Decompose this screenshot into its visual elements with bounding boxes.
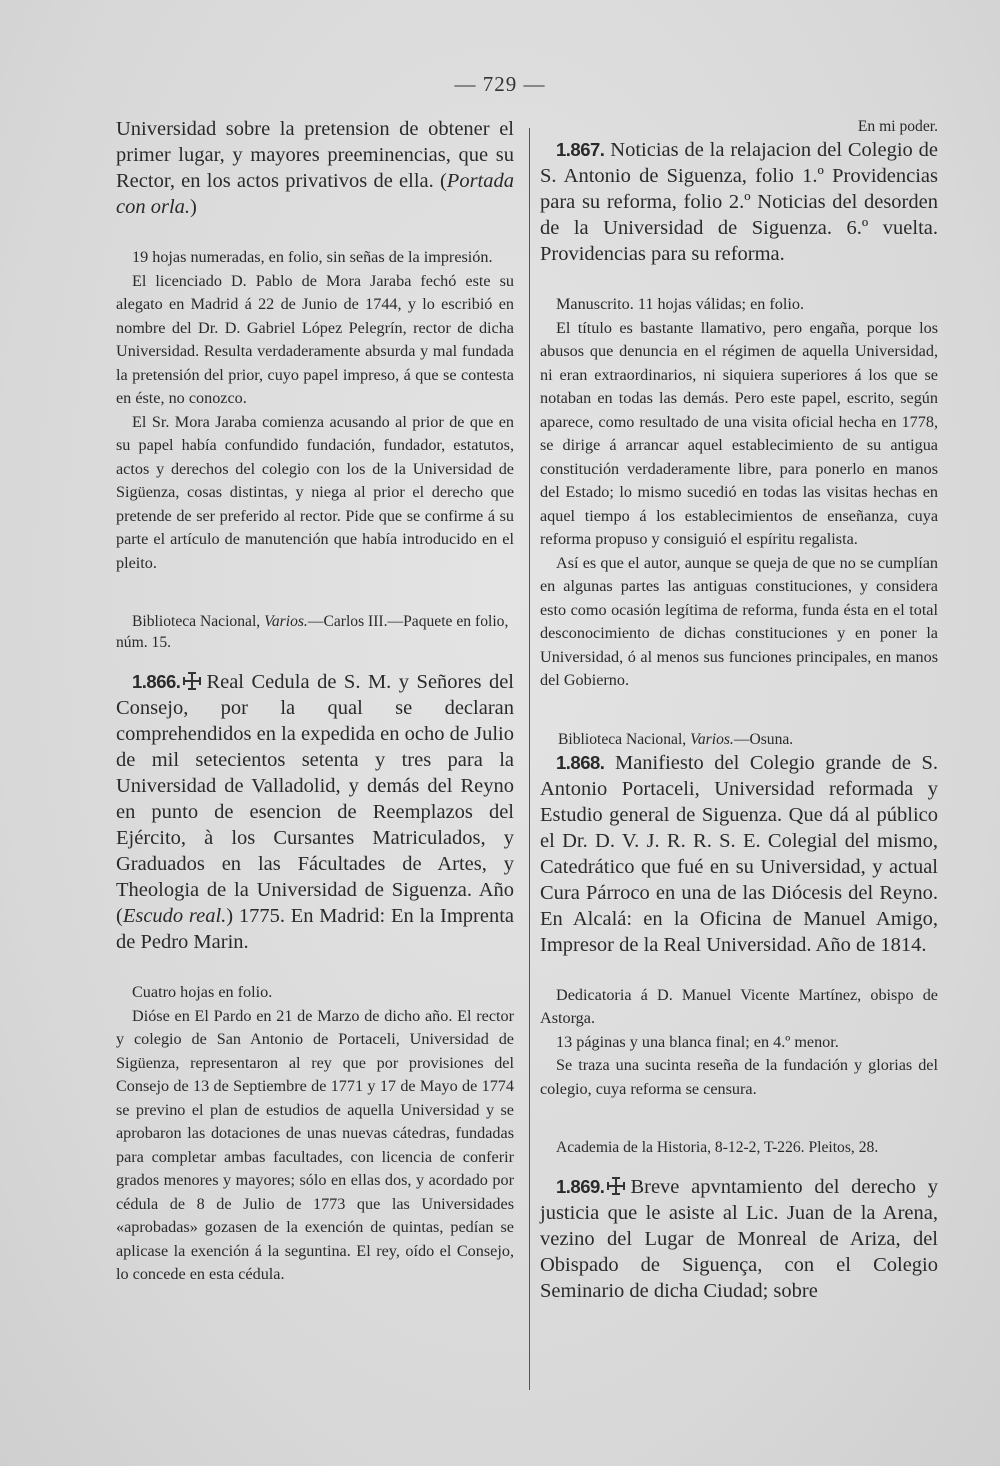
entry-1867-text: Noticias de la relajacion del Colegio de S. Antonio de Siguenza, folio 1.º Providencias para su reforma, folio 2.º Noticias del desorden de la Universidad de Siguenza. 6.º vuelta. Providencias para su reforma. bbox=[540, 139, 939, 265]
right-source-1-b: —Osuna. bbox=[733, 730, 794, 748]
entry-1866 bbox=[116, 669, 514, 955]
right-column bbox=[540, 116, 938, 1304]
right-source-2: Academia de la Historia, 8-12-2, T-226. Pleitos, 28. bbox=[556, 1139, 879, 1156]
right-paragraph-6: Se traza una sucinta reseña de la fundación y glorias del colegio, cuya reforma se censura. bbox=[540, 1056, 938, 1098]
left-source-1-italic: Varios. bbox=[264, 613, 308, 630]
left-paragraph-1: Universidad sobre la pretension de obtener el primer lugar, y mayores preeminencias, que su Rector, en los actos privativos de ella. (Portada con orla.) bbox=[116, 118, 514, 218]
maltese-cross-icon bbox=[182, 671, 202, 691]
entry-1868 bbox=[540, 750, 938, 958]
left-paragraph-2: 19 hojas numeradas, en folio, sin señas de la impresión. bbox=[132, 248, 493, 266]
entry-1867 bbox=[540, 137, 938, 267]
entry-1868-text: Manifiesto del Colegio grande de S. Antonio Portaceli, Universidad reformada y Estudio general de Siguenza. Que dá al público el Dr. D. V. J. R. R. S. E. Colegial del mismo, Catedrático que fué en su Universidad, y actual Cura Párroco en una de las Diócesis del Reyno. En Alcalá: en la Oficina de Manuel Amigo, Impresor de la Real Universidad. Año de 1814. bbox=[540, 751, 938, 956]
entry-number-1869: 1.869. bbox=[556, 1176, 605, 1197]
right-paragraph-3: Así es que el autor, aunque se queja de que no se cumplían en algunas partes las antiguas constituciones, y considera esto como ocasión legítima de reforma, funda ésta en el total desconocimiento de dichas constituciones y en poner la Universidad, ó al menos sus funciones principales, en manos del Gobierno. bbox=[540, 553, 938, 689]
left-paragraph-5: Cuatro hojas en folio. bbox=[132, 983, 273, 1001]
left-column bbox=[116, 116, 514, 1287]
right-source-1-a: Biblioteca Nacional, bbox=[558, 730, 687, 748]
entry-number-1868: 1.868. bbox=[556, 751, 605, 773]
entry-1866-text-a: Real Cedula de S. M. y Señores del Consejo, por la qual se declaran comprehendidos en la expedida en ocho de Julio de mil setecientos setenta y tres para la Universidad de Valladolid, y demás del Reyno en punto de esencion de Reemplazos del Ejército, à los Cursantes Matriculados, y Graduados en las Fácultades de Artes, y Theologia de la Universidad de Siguenza. Año ( bbox=[116, 671, 514, 927]
entry-1866-text-b: ) 1775. En Madrid: En la Imprenta de Pedro Marin. bbox=[116, 905, 514, 953]
entry-number-1867: 1.867. bbox=[556, 139, 605, 160]
entry-number-1866: 1.866. bbox=[132, 671, 181, 692]
right-paragraph-2: El título es bastante llamativo, pero engaña, porque los abusos que denuncia en el régimen de aquella Universidad, ni eran extraordinarios, ni siquiera superiores á los que se notaban en todas las demás. Pero este papel, escrito, según aparece, como resultado de una visita oficial hecha en 1778, se dirige á arrancar aquel establecimiento de su antigua constitución verdaderamente libre, para ponerlo en manos del Estado; lo mismo sucedió en todas las visitas hechas en aquel tiempo á los establecimientos de enseñanza, cuya reforma propuso y consiguió el espíritu regalista. bbox=[540, 318, 938, 548]
right-source-1-italic: Varios. bbox=[690, 730, 734, 748]
left-source-1-a: Biblioteca Nacional, bbox=[132, 613, 261, 630]
left-paragraph-1-italic: Portada con orla. bbox=[116, 170, 514, 218]
right-paragraph-5: 13 páginas y una blanca final; en 4.º menor. bbox=[556, 1032, 839, 1051]
entry-1869-text: Breve apvntamiento del derecho y justicia que le asiste al Lic. Juan de la Arena, vezino del Lugar de Monreal de Ariza, del Obispado de Siguença, con el Colegio Seminario de dicha Ciudad; sobre bbox=[540, 1176, 938, 1302]
right-source-1 bbox=[540, 729, 938, 750]
maltese-cross-icon bbox=[606, 1176, 626, 1196]
left-source-1-b: —Carlos III.—Paquete en folio, núm. 15. bbox=[116, 613, 509, 651]
left-paragraph-3: El licenciado D. Pablo de Mora Jaraba fechó este su alegato en Madrid á 22 de Junio de 1744, y lo escribió en nombre del Dr. D. Gabriel López Pelegrín, rector de dicha Universidad. Resulta verdaderamente absurda y mal fundada la pretensión del prior, cuyo papel impreso, á que se contesta en éste, no conozco. bbox=[116, 271, 514, 407]
left-paragraph-4: El Sr. Mora Jaraba comienza acusando al prior de que en su papel había confundido fundación, fundador, estatutos, actos y derechos del colegio con los de la Universidad de Sigüenza, cosas distintas, y niega al prior el derecho que pretende de ser preferido al rector. Pide que se confirme á su parte el artículo de manutención que había introducido en el pleito. bbox=[116, 412, 514, 572]
left-source-1 bbox=[116, 611, 514, 653]
entry-1866-italic: Escudo real. bbox=[122, 905, 227, 927]
page-number: — 729 — bbox=[454, 72, 546, 96]
left-paragraph-6: Dióse en El Pardo en 21 de Marzo de dicho año. El rector y colegio de San Antonio de Portaceli, Universidad de Sigüenza, representaron al rey que por provisiones del Consejo de 13 de Septiembre de 1771 y 17 de Mayo de 1774 se previno el plan de estudios de aquella Universidad y se aprobaron las dotaciones de unas nuevas cátedras, fundadas para completar ambas facultades, con licencia de conferir grados menores y mayores; sólo en ellas dos, y acordado por cédula de 8 de Julio de 1773 que las Universidades «aprobadas» gozasen de la exención de quintas, pedían se aplicase la exención á la seguntina. El rey, oído el Consejo, lo concede en esta cédula. bbox=[116, 1006, 514, 1283]
entry-1869 bbox=[540, 1174, 938, 1304]
right-source-0: En mi poder. bbox=[857, 118, 938, 135]
right-paragraph-1: Manuscrito. 11 hojas válidas; en folio. bbox=[556, 295, 805, 313]
column-divider bbox=[529, 128, 530, 1390]
right-paragraph-4: Dedicatoria á D. Manuel Vicente Martínez, obispo de Astorga. bbox=[540, 985, 938, 1027]
left-paragraph-1-text: Universidad sobre la pretension de obtener el primer lugar, y mayores preeminencias, que su Rector, en los actos privativos de ella. bbox=[116, 118, 514, 192]
